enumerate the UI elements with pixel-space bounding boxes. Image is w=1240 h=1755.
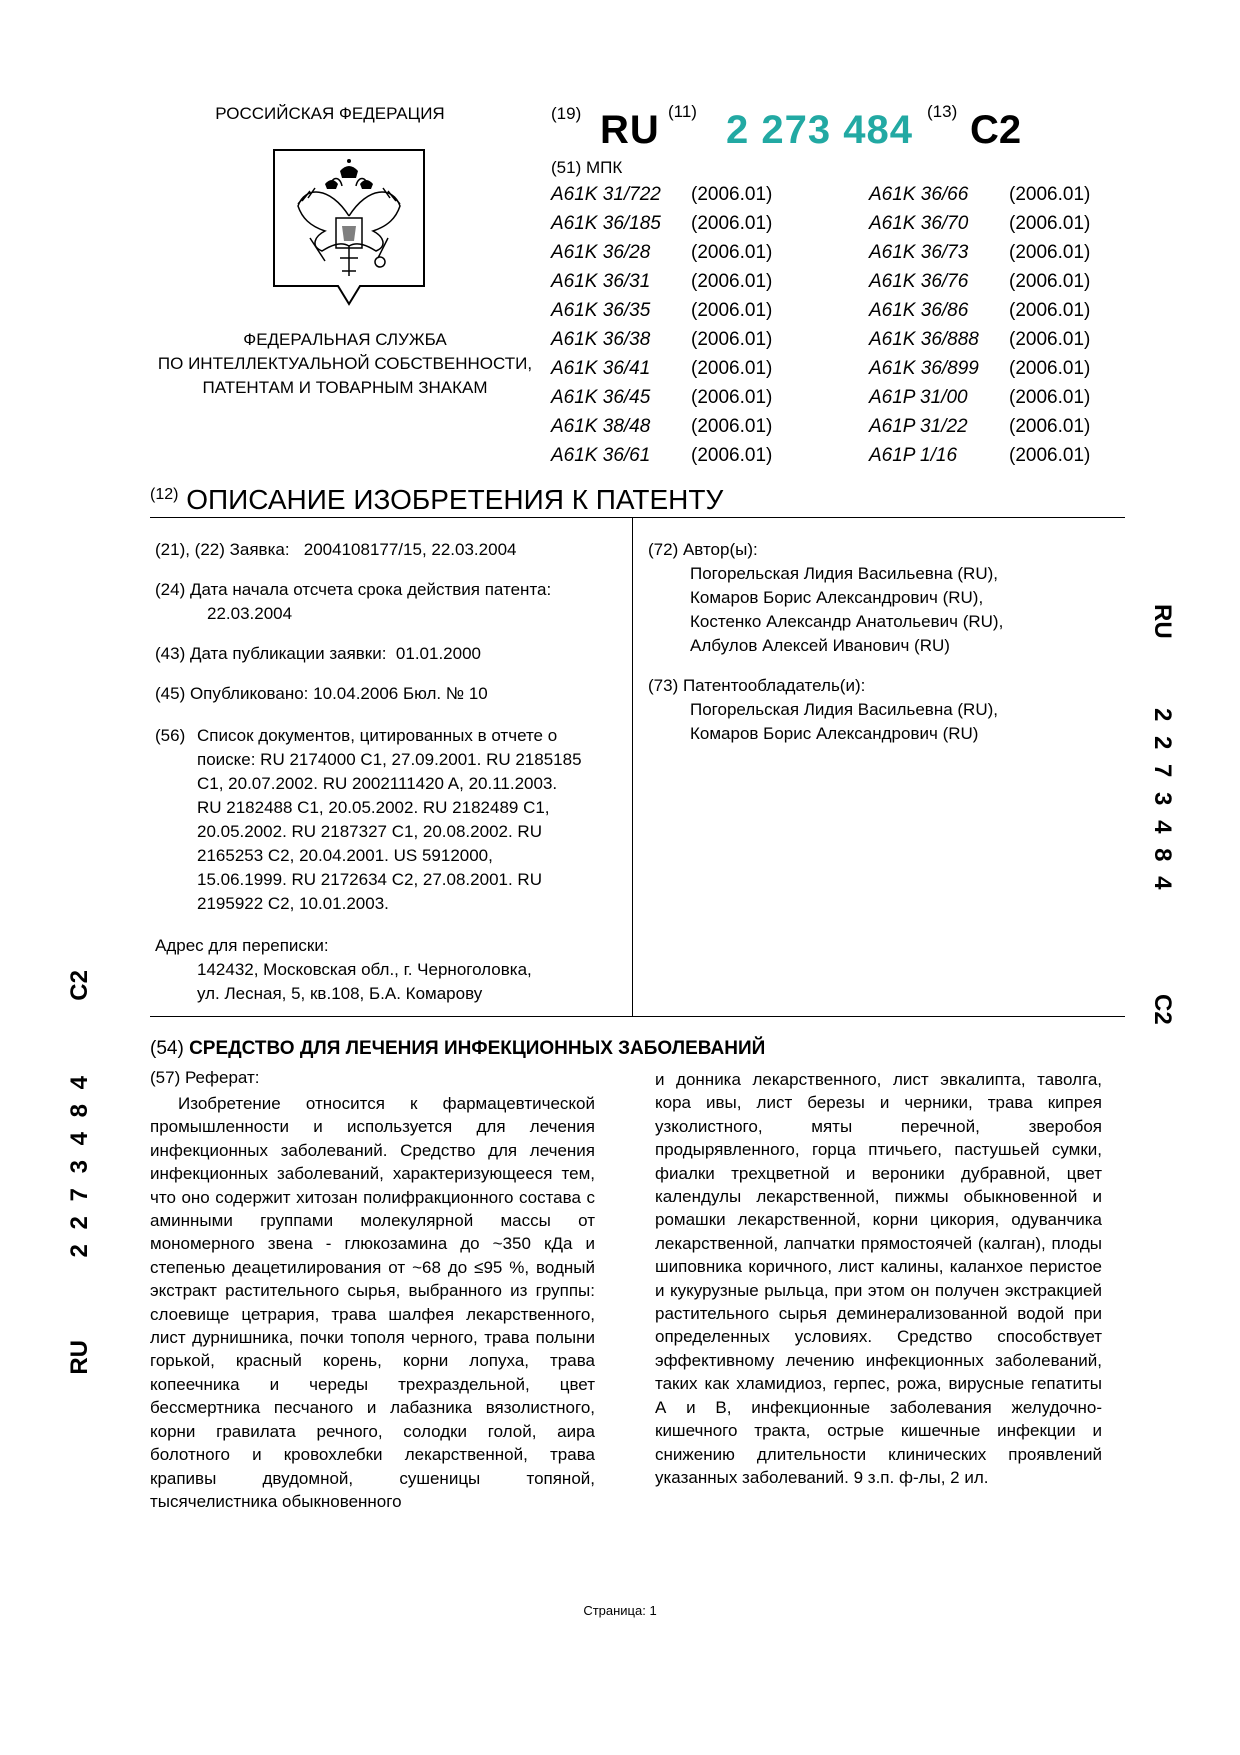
ipc-entry <box>869 296 1090 325</box>
ipc-code: A61K 36/38 <box>551 329 651 350</box>
ipc-code: A61K 36/86 <box>869 300 969 321</box>
spine-kind: C2 <box>1149 994 1176 1025</box>
spine-left <box>66 1340 94 1375</box>
published-label: (45) Опубликовано: <box>155 684 309 703</box>
application-value: 2004108177/15, 22.03.2004 <box>303 540 517 559</box>
kind-code: C2 <box>970 108 1022 152</box>
spine-right-kind <box>1148 994 1176 1025</box>
ipc-entry <box>551 383 772 412</box>
inid-code-13: (13) <box>927 102 958 121</box>
patent-number: 2 273 484 <box>726 108 913 152</box>
ipc-entry <box>869 209 1090 238</box>
inid-code-11: (11) <box>668 102 697 121</box>
inid-code-19: (19) <box>551 104 582 123</box>
ipc-list-right <box>869 180 1090 470</box>
ipc-code: A61K 36/41 <box>551 358 651 379</box>
ipc-version: (2006.01) <box>1009 242 1091 263</box>
divider <box>150 517 1125 518</box>
publication-label: (43) Дата публикации заявки: <box>155 644 387 663</box>
address-line: 142432, Московская обл., г. Черноголовка, <box>197 960 532 979</box>
column-divider <box>632 517 633 1017</box>
ipc-entry <box>869 412 1090 441</box>
ipc-entry <box>551 441 772 470</box>
ipc-list-left <box>551 180 772 470</box>
term-start-value: 22.03.2004 <box>207 604 293 623</box>
ipc-code: A61P 31/22 <box>869 416 968 437</box>
cited-line: Список документов, цитированных в отчете о <box>197 726 558 745</box>
holder-name: Комаров Борис Александрович (RU) <box>690 724 979 743</box>
ipc-version: (2006.01) <box>691 300 773 321</box>
abstract-text-left <box>150 1092 595 1513</box>
ipc-version: (2006.01) <box>691 213 773 234</box>
ipc-version: (2006.01) <box>691 184 773 205</box>
ipc-code: A61K 36/888 <box>869 329 979 350</box>
ipc-version: (2006.01) <box>691 387 773 408</box>
country-name: РОССИЙСКАЯ ФЕДЕРАЦИЯ <box>215 104 445 123</box>
ipc-code: A61K 36/73 <box>869 242 969 263</box>
published-field <box>155 682 488 706</box>
ipc-version: (2006.01) <box>691 271 773 292</box>
spine-left-kind <box>66 970 94 1001</box>
inid-code-12: (12) <box>150 486 179 503</box>
ipc-version: (2006.01) <box>1009 329 1091 350</box>
cited-line: 20.05.2002. RU 2187327 C1, 20.08.2002. RU <box>197 822 542 841</box>
author-name: Комаров Борис Александрович (RU), <box>690 588 984 607</box>
spine-right-number <box>1148 708 1176 948</box>
coat-of-arms-icon <box>270 146 428 308</box>
application-field <box>155 538 516 562</box>
invention-title <box>150 1038 765 1060</box>
ipc-code: A61K 36/70 <box>869 213 969 234</box>
address-label: Адрес для переписки: <box>155 936 329 955</box>
spine-country: RU <box>1149 604 1176 639</box>
ipc-entry <box>551 267 772 296</box>
ipc-entry <box>869 325 1090 354</box>
publication-field <box>155 642 481 666</box>
cited-line: 15.06.1999. RU 2172634 C2, 27.08.2001. RU <box>197 870 542 889</box>
ipc-version: (2006.01) <box>691 242 773 263</box>
ipc-code: A61K 36/61 <box>551 445 651 466</box>
holders-label: (73) Патентообладатель(и): <box>648 676 866 695</box>
country-code: RU <box>600 108 660 152</box>
ipc-code: A61K 36/66 <box>869 184 969 205</box>
ipc-entry <box>551 180 772 209</box>
term-start-label: (24) Дата начала отсчета срока действия патента: <box>155 580 552 599</box>
spine-left-number <box>66 1072 94 1257</box>
ipc-code: A61K 36/31 <box>551 271 651 292</box>
application-label: (21), (22) Заявка: <box>155 540 290 559</box>
spine-right <box>1148 604 1176 674</box>
ipc-version: (2006.01) <box>691 416 773 437</box>
author-name: Погорельская Лидия Васильевна (RU), <box>690 564 998 583</box>
ipc-entry <box>551 354 772 383</box>
ipc-version: (2006.01) <box>1009 271 1091 292</box>
ipc-code: A61K 36/76 <box>869 271 969 292</box>
agency-name <box>130 328 560 400</box>
cited-documents <box>155 724 582 916</box>
document-title <box>150 484 723 516</box>
abstract-text-right <box>655 1068 1102 1489</box>
ipc-entry <box>551 238 772 267</box>
ipc-version: (2006.01) <box>1009 213 1091 234</box>
abstract-paragraph: и донника лекарственного, лист эвкалипта, таволга, кора ивы, лист березы и черники, трава кипрея узколистного, мяты перечной, зверобоя продырявленного, горца птичьего, пастушьей сумки, фиалки трехцветной и вероники дубравной, цвет календулы лекарственной, пижмы обыкновенной и ромашки лекарственной, корни цикория, одуванчика лекарственной, лапчатки прямостоячей (калган), плоды шиповника коричного, лист калины, каланхое перистое и кукурузные рыльца, при этом он получен экстракцией растительного сырья деминерализованной водой при определенных условиях. Средство способствует эффективному лечению инфекционных заболеваний, таких как хламидиоз, герпес, рожа, вирусные гепатиты А и В, инфекционные заболевания желудочно-кишечного тракта, острые кишечные инфекции и снижению длительности клинических проявлений указанных заболеваний. 9 з.п. ф-лы, 2 ил. <box>655 1070 1102 1487</box>
spine-number: 2 2 7 3 4 8 4 <box>66 1072 93 1258</box>
ipc-code: A61K 36/28 <box>551 242 651 263</box>
cited-line: RU 2182488 C1, 20.05.2002. RU 2182489 C1, <box>197 798 550 817</box>
page-number: Страница: 1 <box>583 1603 657 1618</box>
ipc-code: A61K 36/899 <box>869 358 979 379</box>
invention-title-text: СРЕДСТВО ДЛЯ ЛЕЧЕНИЯ ИНФЕКЦИОННЫХ ЗАБОЛЕВАНИЙ <box>189 1038 766 1059</box>
author-name: Албулов Алексей Иванович (RU) <box>690 636 950 655</box>
spine-number: 2 2 7 3 4 8 4 <box>1149 708 1176 894</box>
ipc-entry <box>551 412 772 441</box>
ipc-version: (2006.01) <box>1009 445 1091 466</box>
ipc-code: A61K 36/35 <box>551 300 651 321</box>
ipc-entry <box>869 383 1090 412</box>
ipc-version: (2006.01) <box>1009 416 1091 437</box>
document-title-text: ОПИСАНИЕ ИЗОБРЕТЕНИЯ К ПАТЕНТУ <box>186 484 724 515</box>
cited-line: поиске: RU 2174000 C1, 27.09.2001. RU 2185185 <box>197 750 582 769</box>
ipc-entry <box>869 238 1090 267</box>
holders-field <box>648 674 998 746</box>
term-start-field <box>155 578 551 626</box>
ipc-code: A61P 31/00 <box>869 387 968 408</box>
ipc-entry <box>551 325 772 354</box>
cited-label: (56) <box>155 726 186 745</box>
ipc-version: (2006.01) <box>1009 387 1091 408</box>
ipc-entry <box>869 267 1090 296</box>
abstract-label: (57) Реферат: <box>150 1068 260 1087</box>
ipc-code: A61P 1/16 <box>869 445 958 466</box>
author-name: Костенко Александр Анатольевич (RU), <box>690 612 1004 631</box>
correspondence-address <box>155 934 532 1006</box>
spine-kind: C2 <box>66 970 93 1001</box>
ipc-entry <box>869 441 1090 470</box>
ipc-version: (2006.01) <box>1009 184 1091 205</box>
ipc-version: (2006.01) <box>1009 300 1091 321</box>
cited-line: 2195922 C2, 10.01.2003. <box>197 894 389 913</box>
ipc-entry <box>869 354 1090 383</box>
holder-name: Погорельская Лидия Васильевна (RU), <box>690 700 998 719</box>
cited-line: 2165253 C2, 20.04.2001. US 5912000, <box>197 846 493 865</box>
authors-field <box>648 538 1003 658</box>
divider <box>150 1016 1125 1017</box>
ipc-entry <box>869 180 1090 209</box>
authors-label: (72) Автор(ы): <box>648 540 758 559</box>
ipc-version: (2006.01) <box>1009 358 1091 379</box>
ipc-code: A61K 36/185 <box>551 213 661 234</box>
ipc-version: (2006.01) <box>691 329 773 350</box>
abstract-paragraph: Изобретение относится к фармацевтической промышленности и используется для лечения инфекционных заболеваний. Средство для лечения инфекционных заболеваний, характеризующееся тем, что оно содержит хитозан полифракционного состава с аминными группами молекулярной массы от мономерного звена - глюкозамина до ~350 кДа и степенью деацетилирования от ~68 до ≤95 %, водный экстракт растительного сырья, выбранного из группы: слоевище цетрария, трава шалфея лекарственного, лист дурнишника, почки тополя черного, трава полыни горькой, красный корень, корни лопуха, трава копеечника и череды трехраздельной, цвет бессмертника песчаного и лабазника вязолистного, корни гравилата речного, солодки голой, аира болотного и кровохлебки лекарственной, трава крапивы двудомной, сушеницы топяной, тысячелистника обыкновенного <box>150 1094 595 1511</box>
publication-value: 01.01.2000 <box>395 644 482 663</box>
ipc-code: A61K 36/45 <box>551 387 651 408</box>
spine-country: RU <box>66 1340 93 1375</box>
ipc-version: (2006.01) <box>691 358 773 379</box>
ipc-version: (2006.01) <box>691 445 773 466</box>
agency-line: ПО ИНТЕЛЛЕКТУАЛЬНОЙ СОБСТВЕННОСТИ, <box>157 354 533 373</box>
published-value: 10.04.2006 Бюл. № 10 <box>313 684 488 703</box>
agency-line: ФЕДЕРАЛЬНАЯ СЛУЖБА <box>243 330 447 349</box>
ipc-label: (51) МПК <box>551 158 623 177</box>
cited-line: C1, 20.07.2002. RU 2002111420 A, 20.11.2003. <box>197 774 558 793</box>
inid-code-54: (54) <box>150 1038 184 1059</box>
address-line: ул. Лесная, 5, кв.108, Б.А. Комарову <box>197 984 483 1003</box>
ipc-code: A61K 31/722 <box>551 184 661 205</box>
ipc-entry <box>551 296 772 325</box>
ipc-code: A61K 38/48 <box>551 416 651 437</box>
agency-line: ПАТЕНТАМ И ТОВАРНЫМ ЗНАКАМ <box>202 378 488 397</box>
ipc-entry <box>551 209 772 238</box>
